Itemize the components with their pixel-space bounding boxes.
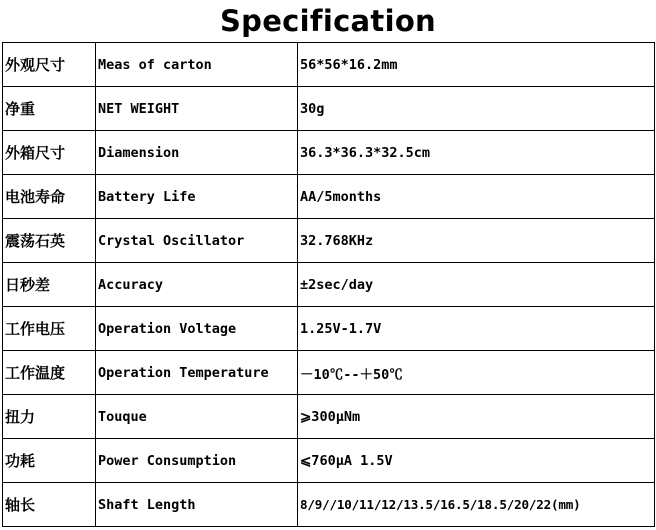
row-label-zh: 外观尺寸 xyxy=(3,43,96,87)
table-row xyxy=(3,87,655,131)
table-row xyxy=(3,483,655,527)
row-label-en: Meas of carton xyxy=(96,43,298,87)
page-title: Specification xyxy=(219,4,437,38)
row-value: 8/9//10/11/12/13.5/16.5/18.5/20/22(mm) xyxy=(298,483,655,527)
row-label-en: Power Consumption xyxy=(96,439,298,483)
table-row xyxy=(3,395,655,439)
table-row xyxy=(3,43,655,87)
specification-table xyxy=(2,42,655,527)
row-label-zh: 外箱尺寸 xyxy=(3,131,96,175)
row-value: ⩾300μNm xyxy=(298,395,655,439)
table-row xyxy=(3,263,655,307)
row-value: －10℃--＋50℃ xyxy=(298,351,655,395)
row-label-en: Accuracy xyxy=(96,263,298,307)
row-value: ±2sec/day xyxy=(298,263,655,307)
row-value: AA/5months xyxy=(298,175,655,219)
row-value: 36.3*36.3*32.5cm xyxy=(298,131,655,175)
row-label-en: Shaft Length xyxy=(96,483,298,527)
row-label-zh: 轴长 xyxy=(3,483,96,527)
row-label-zh: 震荡石英 xyxy=(3,219,96,263)
row-value: 1.25V-1.7V xyxy=(298,307,655,351)
row-label-en: Operation Voltage xyxy=(96,307,298,351)
row-label-zh: 净重 xyxy=(3,87,96,131)
row-label-en: Crystal Oscillator xyxy=(96,219,298,263)
row-value: 32.768KHz xyxy=(298,219,655,263)
table-row xyxy=(3,131,655,175)
row-label-zh: 日秒差 xyxy=(3,263,96,307)
row-value: ⩽760μA 1.5V xyxy=(298,439,655,483)
row-label-zh: 扭力 xyxy=(3,395,96,439)
row-label-en: Touque xyxy=(96,395,298,439)
table-row xyxy=(3,439,655,483)
row-label-en: Operation Temperature xyxy=(96,351,298,395)
row-value: 30g xyxy=(298,87,655,131)
table-row xyxy=(3,175,655,219)
row-label-zh: 工作温度 xyxy=(3,351,96,395)
row-label-zh: 工作电压 xyxy=(3,307,96,351)
row-value: 56*56*16.2mm xyxy=(298,43,655,87)
row-label-en: Battery Life xyxy=(96,175,298,219)
row-label-zh: 电池寿命 xyxy=(3,175,96,219)
table-row xyxy=(3,307,655,351)
row-label-en: NET WEIGHT xyxy=(96,87,298,131)
row-label-en: Diamension xyxy=(96,131,298,175)
row-label-zh: 功耗 xyxy=(3,439,96,483)
table-row xyxy=(3,351,655,395)
table-row xyxy=(3,219,655,263)
